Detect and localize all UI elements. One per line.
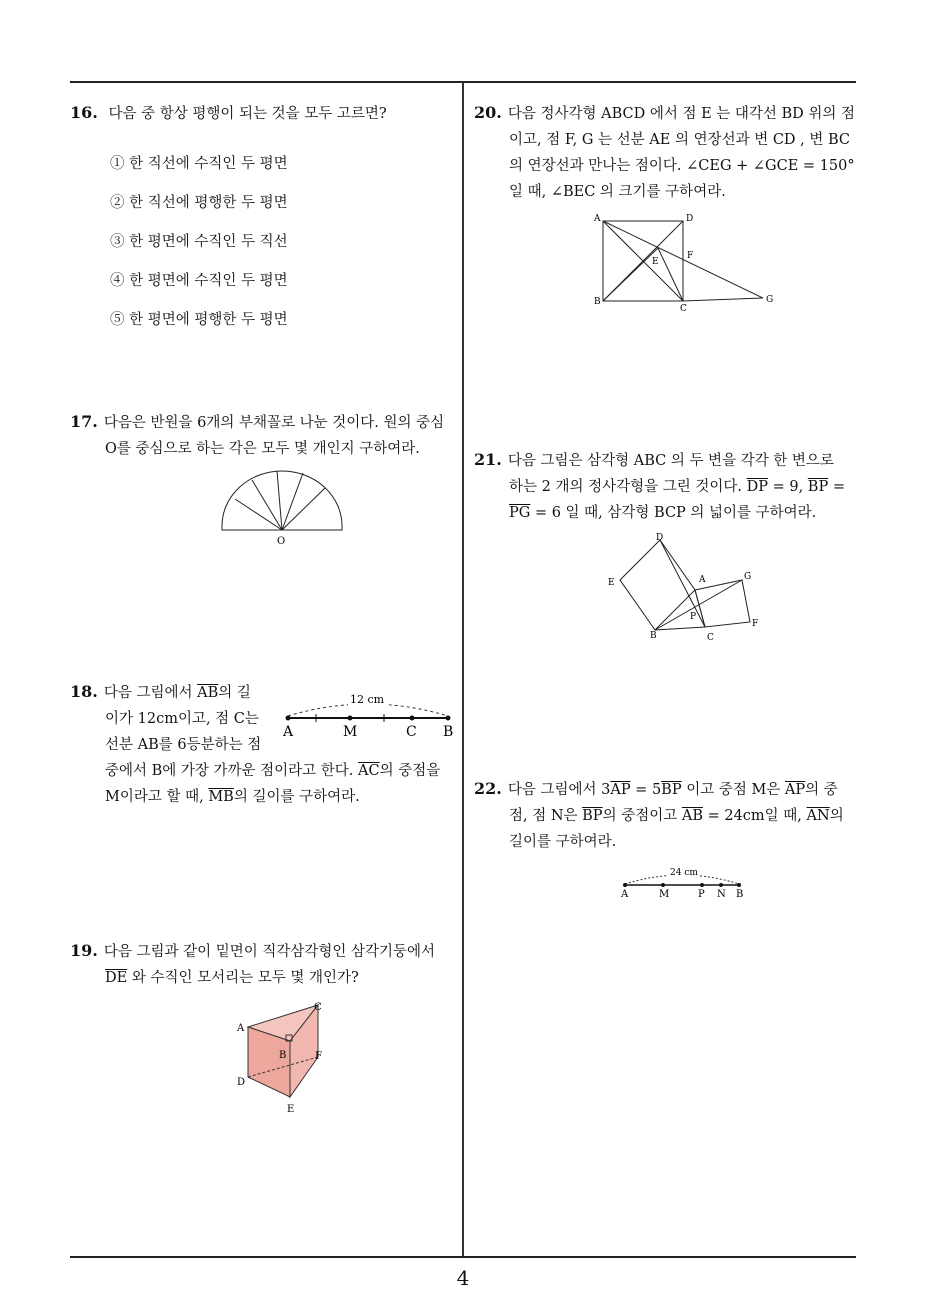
label-c: C [314,1002,322,1013]
label-f: F [315,1051,322,1062]
question-line: 일 때, ∠BEC 의 크기를 구하여라. [509,184,726,200]
label-e: E [287,1104,295,1115]
text: 중에서 B에 가장 가까운 점이라고 한다. [105,763,359,779]
question-line: 다음은 반원을 6개의 부채꼴로 나눈 것이다. 원의 중심 [103,415,445,431]
question-line: 선분 AB를 6등분하는 점 [105,737,262,753]
segment: $\overline{BP}$ [807,479,829,495]
question-line: 다음 정사각형 ABCD 에서 점 E 는 대각선 BD 위의 점 [507,106,856,122]
label-o: O [277,536,286,547]
text: 다음 그림에서 [103,685,198,701]
question-number: 22. [474,779,502,798]
segment: $\overline{MB}$ [208,789,234,805]
segment: $\overline{AC}$ [358,763,380,779]
label-a: A [699,575,706,585]
segment: $\overline{AP}$ [610,782,631,798]
option-3: ③ 한 평면에 수직인 두 직선 [110,234,288,250]
question-number: 16. [70,103,98,122]
text: 의 길 [218,685,251,701]
label-e: E [608,578,615,588]
question-line: 길이를 구하여라. [509,834,617,850]
label-c: C [707,633,714,643]
question-line: 이가 12cm이고, 점 C는 [105,711,259,727]
page-number: 4 [456,1266,470,1290]
segment: $\overline{DE}$ [105,970,128,986]
question-line: O를 중심으로 하는 각은 모두 몇 개인지 구하여라. [105,441,420,457]
text: 의 중 [805,782,838,798]
option-4: ④ 한 평면에 수직인 두 평면 [110,273,288,289]
label-b: B [594,297,601,307]
label-d: D [686,214,694,224]
label-d: D [237,1077,246,1088]
question-line: 다음 그림과 같이 밑면이 직각삼각형인 삼각기둥에서 [103,944,436,960]
label-b: B [736,889,744,900]
label-p: P [698,889,705,900]
label-g: G [744,572,752,582]
text: 의 길이를 구하여라. [233,789,360,805]
text: 점, 점 N은 [509,808,583,824]
length-label: 12 cm [350,693,385,706]
question-number: 17. [70,412,98,431]
text: M이라고 할 때, [105,789,209,805]
text: 의 [829,808,844,824]
label-f: F [687,251,694,261]
segment: $\overline{AN}$ [806,808,830,824]
question-number: 21. [474,450,502,469]
label-g: G [766,295,774,305]
text: 의 중점이고 [602,808,682,824]
segment: $\overline{DP}$ [746,479,768,495]
segment: $\overline{AP}$ [784,782,806,798]
text: 다음 그림에서 3 [507,782,611,798]
segment-figure [278,686,458,742]
question-19 [70,938,435,991]
segment: $\overline{AB}$ [681,808,703,824]
question-17 [70,409,444,462]
text: = 9, [767,479,808,495]
label-a: A [283,724,294,740]
label-b: B [279,1050,287,1061]
column-divider [462,82,464,1258]
question-number: 20. [474,103,502,122]
text: = 6 일 때, 삼각형 BCP 의 넓이를 구하여라. [530,505,817,521]
label-n: N [717,889,726,900]
bottom-rule [70,1256,856,1258]
option-2: ② 한 직선에 평행한 두 평면 [110,195,288,211]
label-a: A [594,214,601,224]
question-line: 의 연장선과 만나는 점이다. ∠CEG + ∠GCE = 150° [509,158,855,174]
label-m: M [659,889,670,900]
prism-figure [230,995,340,1120]
question-22 [474,776,844,855]
question-number: 19. [70,941,98,960]
segment: $\overline{BP}$ [661,782,682,798]
label-f: F [752,619,759,629]
text: 하는 2 개의 정사각형을 그린 것이다. [509,479,747,495]
text: = 24cm일 때, [702,808,807,824]
label-m: M [343,724,358,740]
label-b: B [650,631,657,641]
segment: $\overline{PG}$ [509,505,531,521]
text: = [828,479,845,495]
question-line: 이고, 점 F, G 는 선분 AE 의 연장선과 변 CD , 변 BC [509,132,851,148]
question-line: 다음 그림은 삼각형 ABC 의 두 변을 각각 한 변으로 [507,453,834,469]
question-20 [474,100,855,205]
text: 의 중점을 [379,763,441,779]
segment: $\overline{AB}$ [197,685,219,701]
text: = 5 [630,782,662,798]
question-number: 18. [70,682,98,701]
option-5: ⑤ 한 평면에 평행한 두 평면 [110,312,288,328]
label-d: D [656,533,664,543]
label-a: A [237,1023,245,1034]
text: 와 수직인 모서리는 모두 몇 개인가? [127,970,359,986]
question-text: 다음 중 항상 평행이 되는 것을 모두 고르면? [108,106,387,122]
label-p: P [690,612,697,622]
option-1: ① 한 직선에 수직인 두 평면 [110,156,288,172]
square-figure [590,210,780,315]
label-e: E [652,257,659,267]
segment: $\overline{BP}$ [582,808,603,824]
two-squares-figure [600,530,770,645]
semicircle-figure [215,468,350,548]
text: 이고 중점 M은 [681,782,785,798]
label-c: C [680,304,687,314]
length-label: 24 cm [670,868,698,878]
question-16 [70,100,387,127]
label-b: B [443,724,454,740]
label-c: C [406,724,417,740]
question-21 [474,447,845,526]
label-a: A [621,889,629,900]
segment-figure-22 [617,862,752,904]
